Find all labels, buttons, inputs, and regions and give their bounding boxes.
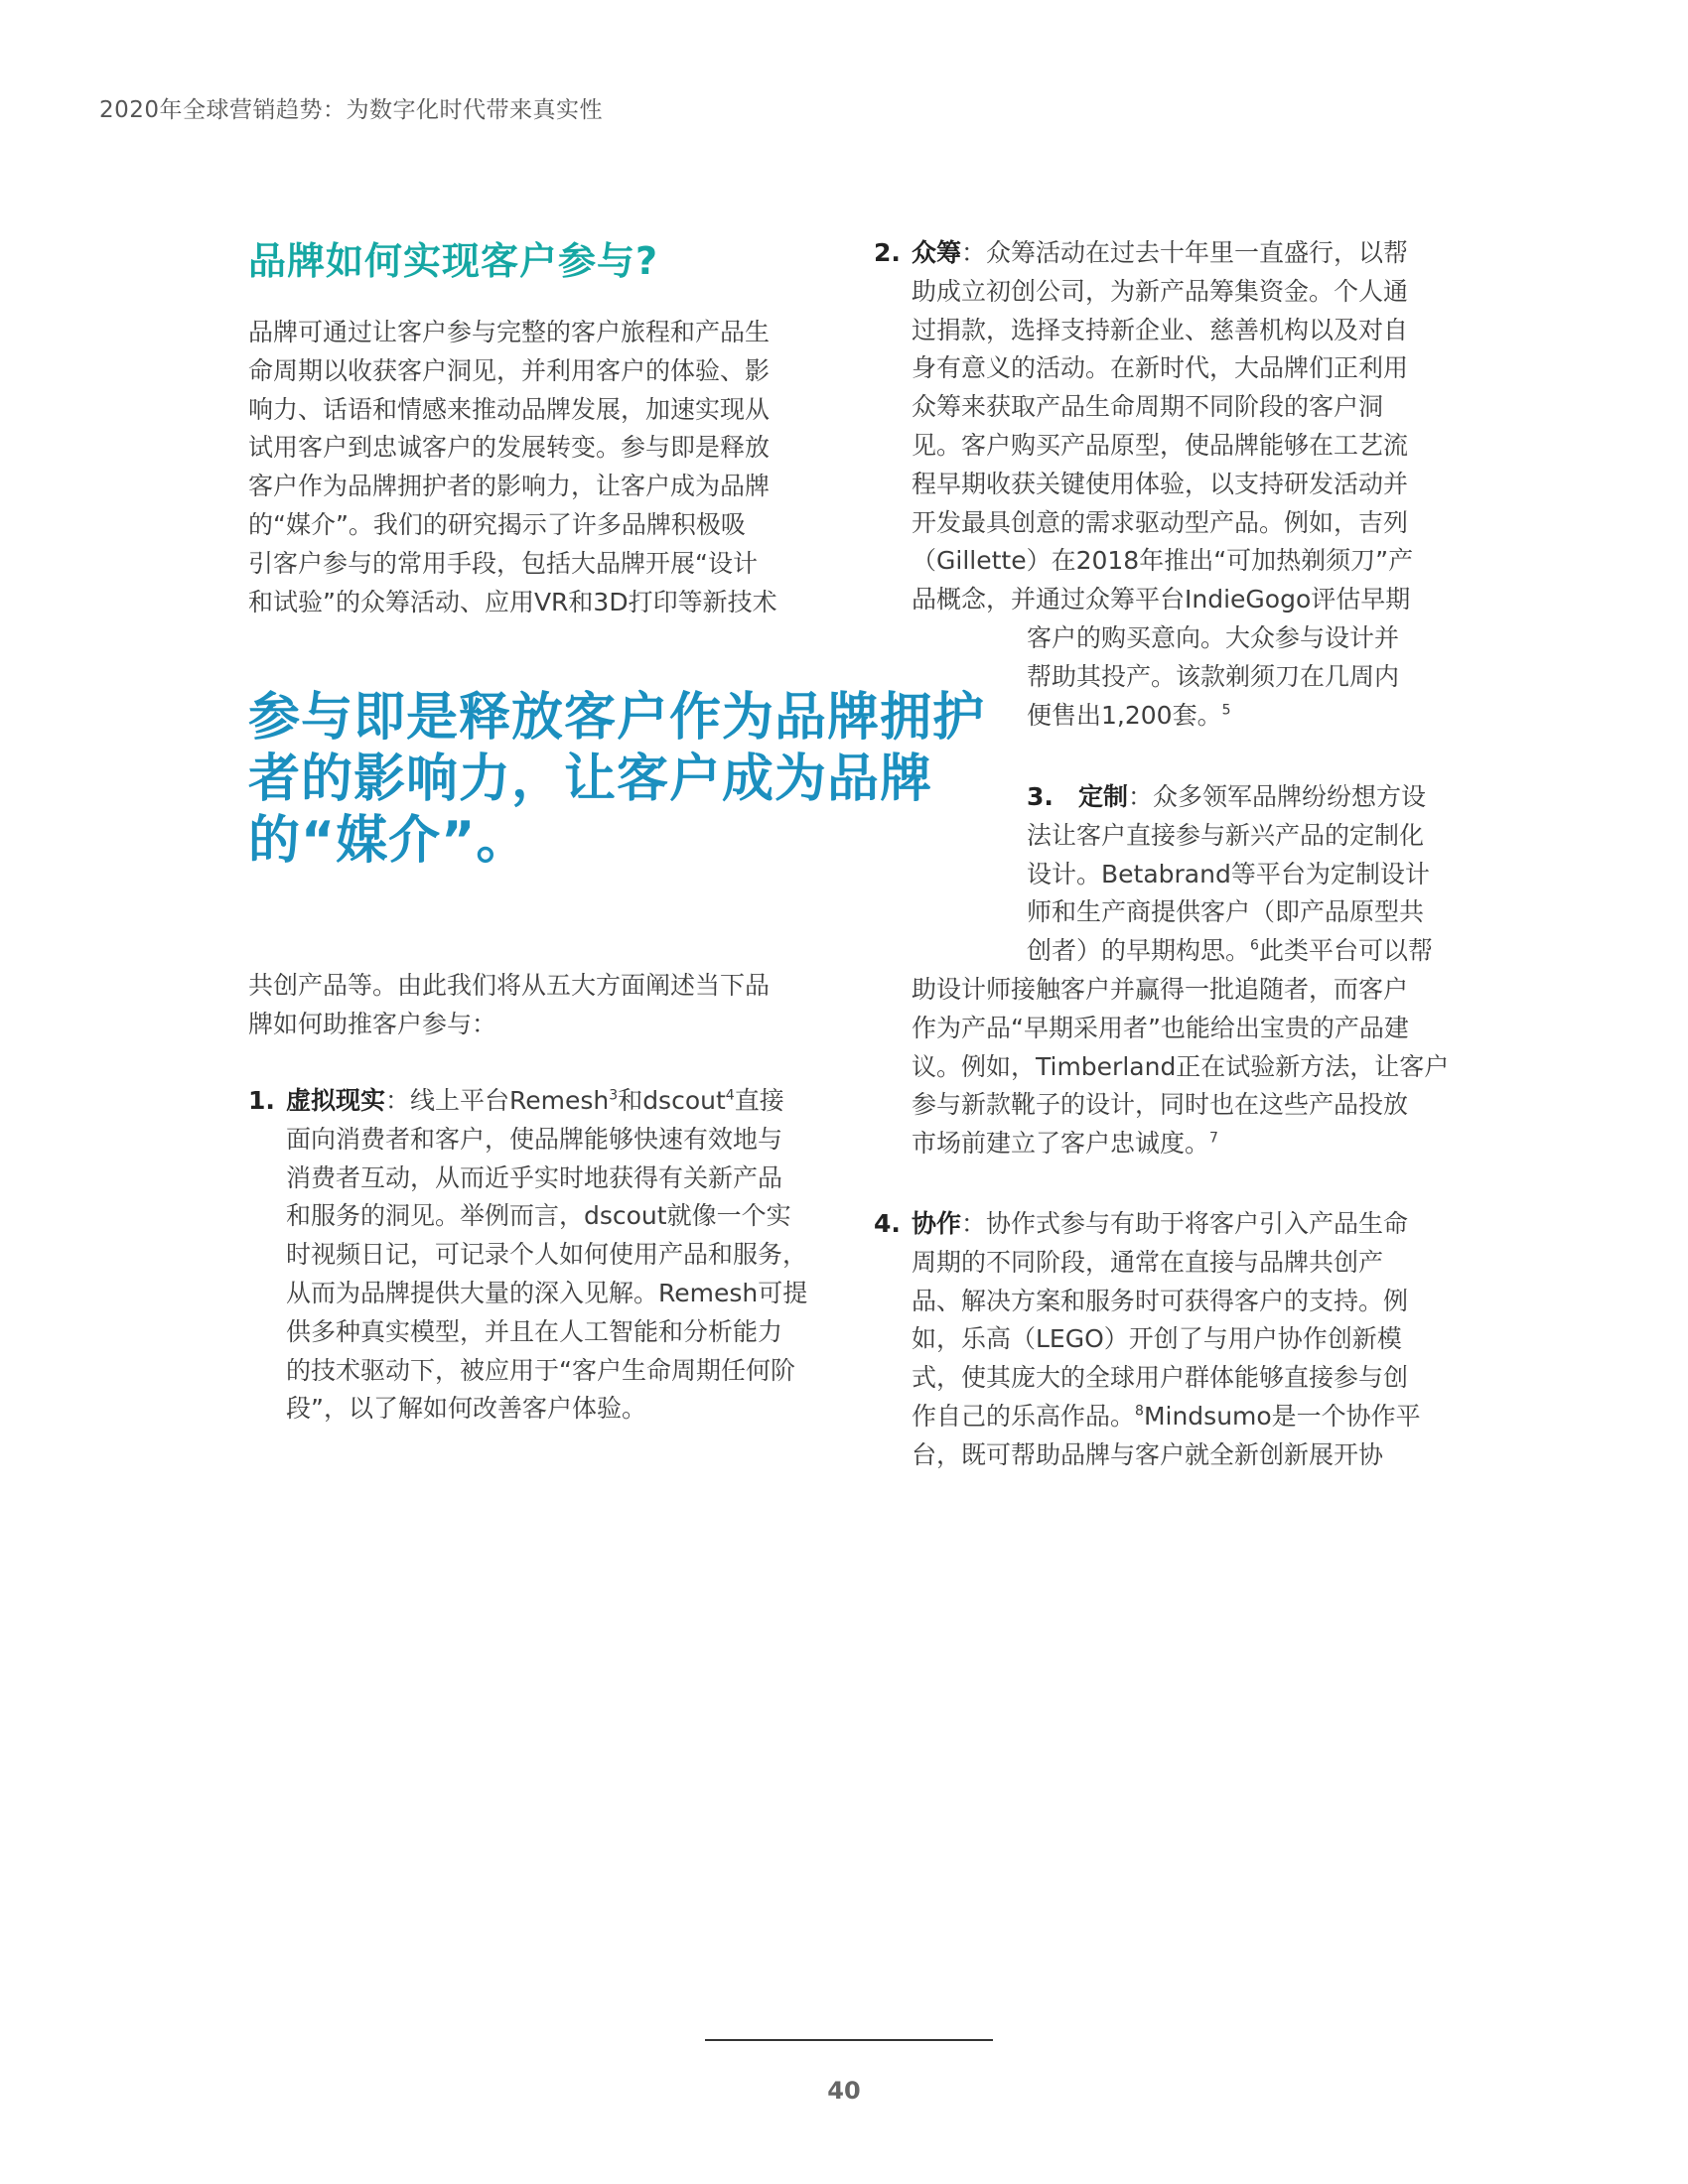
running-header: 2020年全球营销趋势：为数字化时代带来真实性: [99, 97, 604, 123]
item-line: 和服务的洞见。举例而言，dscout就像一个实: [286, 1201, 791, 1231]
item-line: 式，使其庞大的全球用户群体能够直接参与创: [912, 1363, 1409, 1393]
item-keyword: 虚拟现实: [286, 1086, 386, 1115]
item-line: 消费者互动，从而近乎实时地获得有关新产品: [286, 1162, 783, 1192]
item-line: 品、解决方案和服务时可获得客户的支持。例: [912, 1286, 1409, 1315]
footnote-ref: 4: [725, 1087, 735, 1104]
item-line: 帮助其投产。该款剃须刀在几周内: [1027, 661, 1400, 691]
item-line: 设计。Betabrand等平台为定制设计: [1027, 859, 1430, 888]
item-line: 面向消费者和客户，使品牌能够快速有效地与: [286, 1124, 783, 1154]
item-line: 法让客户直接参与新兴产品的定制化: [1027, 820, 1425, 850]
item-line: 如，乐高（LEGO）开创了与用户协作创新模: [912, 1324, 1402, 1354]
item-last-line: [1027, 697, 1450, 736]
continuation-paragraph: [248, 967, 816, 1044]
pull-quote: [248, 687, 986, 872]
item-line: 程早期收获关键使用体验，以支持研发活动并: [912, 469, 1409, 498]
footnote-ref: 7: [1209, 1130, 1218, 1147]
item-line: 开发最具创意的需求驱动型产品。例如，吉列: [912, 507, 1409, 537]
list-item-crowdfunding: [874, 234, 1450, 735]
intro-line: 引客户参与的常用手段，包括大品牌开展“设计: [248, 548, 758, 578]
item-line: 议。例如，Timberland正在试验新方法，让客户: [912, 1051, 1450, 1081]
item-text: 线上平台Remesh: [410, 1086, 610, 1115]
item-sep: ：: [961, 238, 987, 267]
item-sep: ：: [961, 1209, 987, 1238]
intro-line: 客户作为品牌拥护者的影响力，让客户成为品牌: [248, 472, 771, 501]
item-line: 供多种真实模型，并且在人工智能和分析能力: [286, 1316, 783, 1346]
list-number: 1.: [248, 1086, 275, 1115]
pull-quote-line: 的“媒介”。: [248, 811, 529, 871]
intro-line: 响力、话语和情感来推动品牌发展，加速实现从: [248, 394, 771, 424]
item-first-line: [912, 234, 1450, 273]
item-first-line: [286, 1082, 834, 1121]
item-sep: ：: [1128, 782, 1154, 811]
item-line: 助设计师接触客户并赢得一批追随者，而客户: [912, 975, 1409, 1004]
list-item-customization-continued: [912, 971, 1454, 1163]
list-number: 4.: [874, 1209, 901, 1238]
item-text: 便售出1,200套。: [1027, 700, 1222, 730]
footnote-ref: 6: [1250, 937, 1259, 954]
intro-line: 的“媒介”。我们的研究揭示了许多品牌积极吸: [248, 509, 746, 539]
item-text: 和dscout: [618, 1086, 726, 1115]
list-number: 2.: [874, 238, 901, 267]
item-keyword: 协作: [912, 1209, 962, 1238]
item-line: 客户的购买意向。大众参与设计并: [1027, 622, 1400, 652]
item-first-line: [1078, 778, 1454, 817]
intro-line: 品牌可通过让客户参与完整的客户旅程和产品生: [248, 318, 771, 346]
item-line: 作为产品“早期采用者”也能给出宝贵的产品建: [912, 1013, 1409, 1042]
item-line: 的技术驱动下，被应用于“客户生命周期任何阶: [286, 1355, 795, 1385]
item-text: 众筹活动在过去十年里一直盛行，以帮: [986, 238, 1409, 267]
footnote-ref: 8: [1135, 1403, 1144, 1420]
item-line: 品概念，并通过众筹平台IndieGogo评估早期: [912, 585, 1411, 614]
intro-paragraph: [248, 314, 816, 621]
item-sep: ：: [385, 1086, 411, 1115]
item-line: 时视频日记，可记录个人如何使用产品和服务，: [286, 1240, 808, 1270]
item-text: 协作式参与有助于将客户引入产品生命: [986, 1209, 1409, 1238]
item-line: （Gillette）在2018年推出“可加热剃须刀”产: [912, 546, 1414, 576]
item-line: 周期的不同阶段，通常在直接与品牌共创产: [912, 1247, 1384, 1277]
item-line: [912, 1398, 1460, 1436]
item-last-line: [912, 1125, 1454, 1163]
item-line: [1027, 932, 1454, 971]
item-text: 直接: [734, 1086, 784, 1115]
item-text: 众多领军品牌纷纷想方设: [1153, 782, 1427, 811]
continuation-line: 牌如何助推客户参与：: [248, 1009, 497, 1038]
section-title: 品牌如何实现客户参与?: [248, 239, 659, 283]
list-item-collaboration: [874, 1205, 1460, 1475]
list-item-virtual-reality: [248, 1082, 834, 1429]
item-line: 身有意义的活动。在新时代，大品牌们正利用: [912, 353, 1409, 383]
pull-quote-line: 者的影响力，让客户成为品牌: [248, 750, 933, 809]
footnote-ref: 5: [1221, 702, 1231, 719]
intro-line: 试用客户到忠诚客户的发展转变。参与即是释放: [248, 433, 771, 463]
item-line: 见。客户购买产品原型，使品牌能够在工艺流: [912, 430, 1409, 460]
item-line: 过捐款，选择支持新企业、慈善机构以及对自: [912, 315, 1409, 344]
item-line: 师和生产商提供客户（即产品原型共: [1027, 897, 1425, 927]
item-line: 助成立初创公司，为新产品筹集资金。个人通: [912, 276, 1409, 306]
footnote-ref: 3: [609, 1087, 619, 1104]
continuation-line: 共创产品等。由此我们将从五大方面阐述当下品: [248, 971, 771, 1000]
item-last-line: 台，既可帮助品牌与客户就全新创新展开协: [912, 1439, 1384, 1469]
item-line: 众筹来获取产品生命周期不同阶段的客户洞: [912, 392, 1384, 422]
item-line: 从而为品牌提供大量的深入见解。Remesh可提: [286, 1278, 808, 1307]
item-text: 市场前建立了客户忠诚度。: [912, 1129, 1210, 1159]
item-line: 段”，以了解如何改善客户体验。: [286, 1394, 646, 1424]
item-text: Mindsumo是一个协作平: [1143, 1401, 1421, 1431]
intro-line: 命周期以收获客户洞见，并利用客户的体验、影: [248, 355, 771, 385]
page-number: 40: [827, 2077, 861, 2105]
item-text: 此类平台可以帮: [1258, 936, 1433, 966]
footer-divider: [705, 2039, 993, 2041]
pull-quote-line: 参与即是释放客户作为品牌拥护: [248, 688, 986, 748]
item-line: 参与新款靴子的设计，同时也在这些产品投放: [912, 1090, 1409, 1120]
list-item-customization: [1027, 778, 1454, 971]
item-text: 作自己的乐高作品。: [912, 1401, 1136, 1431]
item-first-line: [912, 1205, 1460, 1244]
item-keyword: 众筹: [912, 238, 962, 267]
list-number: 3.: [1027, 782, 1054, 811]
item-keyword: 定制: [1078, 782, 1129, 811]
intro-line: 和试验”的众筹活动、应用VR和3D打印等新技术: [248, 587, 777, 616]
item-text: 创者）的早期构思。: [1027, 936, 1251, 966]
